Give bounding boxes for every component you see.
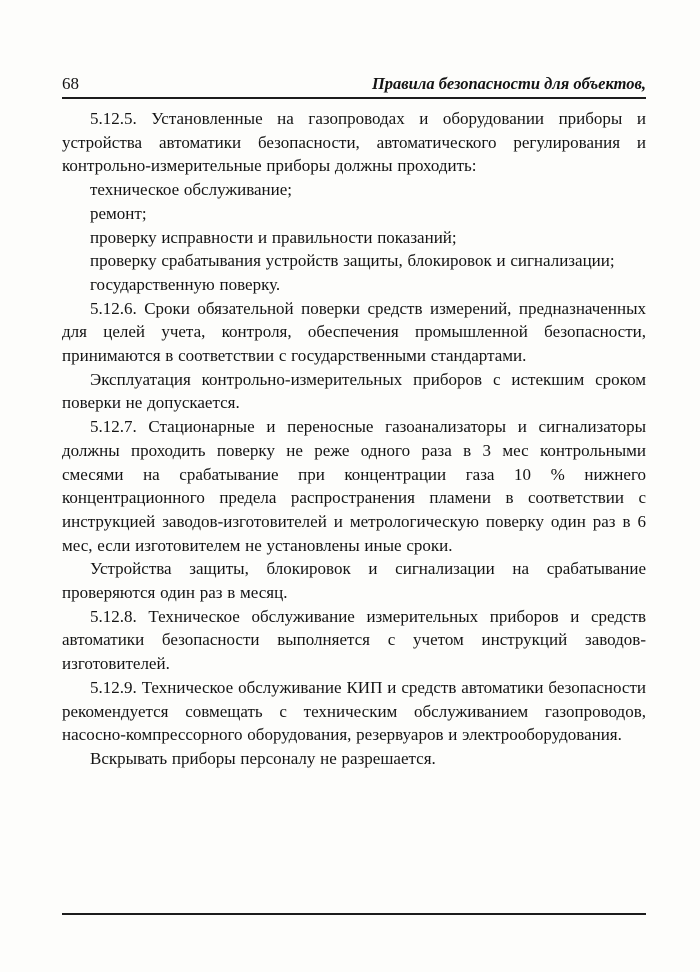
list-item-accuracy-check: проверку исправности и правильности показаний; — [90, 227, 457, 247]
footer-rule — [62, 913, 646, 915]
paragraph-5-12-8: 5.12.8. Техническое обслуживание измерительных приборов и средств автоматики безопасности выполняется с учетом инструкций заводов-изготовителей. — [62, 606, 646, 674]
running-header: Правила безопасности для объектов, — [371, 74, 646, 93]
list-item-protection-check: проверку срабатывания устройств защиты, блокировок и сигнализации; — [90, 251, 615, 271]
list-item-maintenance: техническое обслуживание; — [90, 180, 293, 200]
list-item-state-verification: государственную поверку. — [90, 274, 281, 294]
paragraph-no-opening-devices: Вскрывать приборы персоналу не разрешается. — [90, 748, 436, 768]
paragraph-5-12-6: 5.12.6. Сроки обязательной поверки средств измерений, предназначенных для целей учета, контроля, обеспечения промышленной безопасности, принимаются в соответствии с государственными стандартами. — [62, 298, 646, 366]
paragraph-5-12-9: 5.12.9. Техническое обслуживание КИП и средств автоматики безопасности рекомендуется совмещать с техническим обслуживанием газопроводов, насосно-компрессорного оборудования, резервуаров и электрооборудования. — [62, 677, 646, 745]
paragraph-5-12-5: 5.12.5. Установленные на газопроводах и оборудовании приборы и устройства автоматики безопасности, автоматического регулирования и контрольно-измерительные приборы должны проходить: — [62, 109, 646, 176]
paragraph-5-12-7: 5.12.7. Стационарные и переносные газоанализаторы и сигнализаторы должны проходить поверку не реже одного раза в 3 мес контрольными смесями на срабатывание при концентрации газа 10 % нижнего концентрационного предела распространения пламени в соответствии с инструкцией заводов-изготовителей и метрологическую поверку один раз в 6 мес, если изготовителем не установлены иные сроки. — [62, 417, 646, 555]
paragraph-expired-verification: Эксплуатация контрольно-измерительных приборов с истекшим сроком поверки не допускается. — [62, 369, 646, 413]
page-header — [62, 74, 646, 94]
body-text — [62, 107, 646, 771]
header-rule — [62, 97, 646, 99]
paragraph-monthly-check: Устройства защиты, блокировок и сигнализации на срабатывание проверяются один раз в месяц. — [62, 559, 646, 603]
page-number: 68 — [62, 74, 79, 93]
list-item-repair: ремонт; — [90, 203, 147, 223]
